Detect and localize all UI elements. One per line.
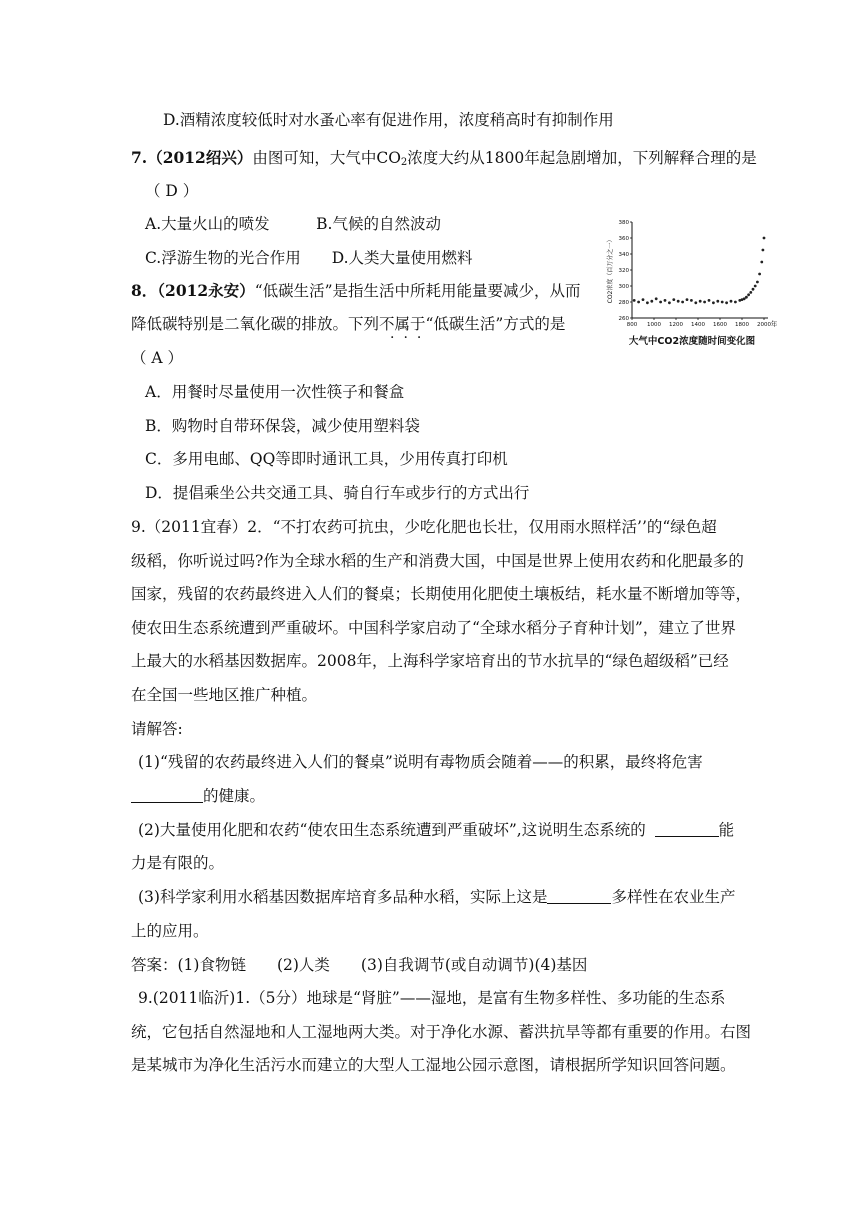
y-tick-label: 340 (618, 252, 629, 258)
question-8-option-a: A．用餐时尽量使用一次性筷子和餐盒 (145, 383, 405, 401)
data-point (758, 273, 761, 276)
data-point (712, 301, 715, 304)
question-9a-line-4: 使农田生态系统遭到严重破坏。中国科学家启动了“全球水稻分子育种计划”，建立了世界 (131, 619, 736, 637)
part-3-body: (3)科学家利用水稻基因数据库培育多品种水稻，实际上这是 (138, 888, 548, 906)
data-point (664, 299, 667, 302)
question-9a-line-3: 国家，残留的农药最终进入人们的餐桌；长期使用化肥使土壤板结，耗水量不断增加等等， (131, 585, 752, 603)
question-7-text-a: 由图可知，大气中CO (252, 149, 401, 167)
question-8-answer: （ A ） (131, 349, 184, 367)
data-point (725, 301, 728, 304)
data-point (699, 300, 702, 303)
data-point (637, 301, 640, 304)
data-point (650, 300, 653, 303)
question-9a-line-1: 9.（2011宜春）2．“不打农药可抗虫，少吃化肥也长壮，仅用雨水照样活’’的“绿色超 (131, 518, 717, 536)
part-2-end: 能 (718, 821, 735, 839)
ask-label: 请解答: (131, 720, 183, 738)
question-7-answer: （ D ） (145, 182, 199, 200)
question-8-option-c: C．多用电邮、QQ等即时通讯工具，少用传真打印机 (145, 450, 508, 468)
part-1-end: 的健康。 (203, 787, 266, 805)
chart-title: 大气中CO2浓度随时间变化图 (628, 336, 756, 347)
question-9b-line-3: 是某城市为净化生活污水而建立的大型人工湿地公园示意图，请根据所学知识回答问题。 (131, 1056, 736, 1074)
y-tick-label: 300 (618, 284, 629, 290)
question-9a-line-6: 在全国一些地区推广种植。 (131, 686, 318, 704)
question-8-option-d: D．提倡乘坐公共交通工具、骑自行车或步行的方式出行 (145, 484, 530, 502)
data-point (747, 293, 750, 296)
question-7-text-b: 浓度大约从1800年起急剧增加，下列解释合理的是 (407, 149, 757, 167)
data-point (756, 281, 759, 284)
data-point (703, 301, 706, 304)
data-point (672, 298, 675, 301)
y-tick-label: 320 (618, 268, 629, 274)
part-2-continued: 力是有限的。 (131, 854, 225, 872)
data-point (668, 301, 671, 304)
part-1-text: (1)“残留的农药最终进入人们的餐桌”说明有毒物质会随着——的积累，最终将危害 (138, 753, 703, 771)
x-tick-label: 1200 (669, 322, 683, 328)
data-point (730, 300, 733, 303)
question-8-number: 8． (131, 281, 158, 300)
data-point (655, 297, 658, 300)
part-2-body: (2)大量使用化肥和农药“使农田生态系统遭到严重破坏”,这说明生态系统的 (138, 821, 646, 839)
data-point (745, 296, 748, 299)
question-7-options-ab: A.大量火山的喷发 B.气候的自然波动 (145, 215, 441, 233)
x-tick-label: 1600 (713, 322, 727, 328)
question-7-source: （2012绍兴） (147, 148, 253, 167)
question-7-number: 7. (131, 148, 148, 167)
data-point (681, 301, 684, 304)
data-point (642, 298, 645, 301)
question-8-line (131, 281, 581, 301)
data-point (646, 301, 649, 304)
emphasis-dots: ··· (390, 330, 431, 346)
x-tick-label: 1000 (647, 322, 661, 328)
data-point (749, 291, 752, 294)
data-point (754, 285, 757, 288)
data-point (708, 299, 711, 302)
answer-blank-3[interactable] (547, 887, 611, 904)
data-point (752, 288, 755, 291)
data-point (760, 261, 763, 264)
part-3-continued: 上的应用。 (131, 922, 209, 940)
y-tick-label: 280 (618, 300, 629, 306)
option-d-line: D.酒精浓度较低时对水蚤心率有促进作用，浓度稍高时有抑制作用 (163, 111, 614, 129)
data-point (694, 301, 697, 304)
x-tick-label: 1400 (691, 322, 705, 328)
answer-blank-2[interactable] (655, 820, 719, 837)
question-7-options-cd: C.浮游生物的光合作用 D.人类大量使用燃料 (145, 249, 473, 267)
question-9b-line-2: 统，它包括自然湿地和人工湿地两大类。对于净化水源、蓄洪抗旱等都有重要的作用。右图 (131, 1023, 752, 1041)
x-tick-label: 800 (626, 322, 638, 328)
y-tick-label: 360 (618, 236, 629, 242)
question-8-text-2: 降低碳特别是二氧化碳的排放。下列不属于“低碳生活”方式的是 (131, 315, 566, 333)
part-1-continued (131, 786, 265, 806)
data-point (686, 298, 689, 301)
data-point (677, 300, 680, 303)
question-8-source: （2012永安） (157, 281, 255, 300)
x-axis-label: 年 (770, 320, 778, 328)
data-point (763, 237, 766, 240)
x-tick-label: 2000 (757, 322, 771, 328)
data-point (633, 299, 636, 302)
question-9a-line-5: 上最大的水稻基因数据库。2008年，上海科学家培育出的节水抗旱的“绿色超级稻”已经 (131, 652, 729, 670)
answer-blank-1[interactable] (131, 786, 203, 803)
co2-subscript: 2 (400, 157, 408, 168)
co2-concentration-chart (596, 214, 778, 350)
part-3-end: 多样性在农业生产 (611, 888, 736, 906)
question-8-text: “低碳生活”是指生活中所耗用能量要减少，从而 (254, 282, 581, 300)
y-axis-label: CO2浓度（百万分之一） (607, 236, 614, 304)
data-point (716, 300, 719, 303)
y-tick-label: 380 (618, 220, 629, 226)
y-tick-label: 260 (618, 316, 629, 322)
answer-line: 答案：(1)食物链 (2)人类 (3)自我调节(或自动调节)(4)基因 (131, 956, 588, 974)
part-3-text (138, 887, 735, 907)
part-2-text (138, 820, 734, 840)
question-7-line (131, 148, 757, 173)
data-point (721, 301, 724, 304)
data-point (762, 249, 765, 252)
data-point (659, 301, 662, 304)
question-9b-line-1: 9.(2011临沂)1.（5分）地球是“肾脏”——湿地，是富有生物多样性、多功能的生态系 (138, 989, 726, 1007)
x-tick-label: 1800 (735, 322, 749, 328)
data-point (734, 301, 737, 304)
question-9a-line-2: 级稻，你听说过吗?作为全球水稻的生产和消费大国，中国是世界上使用农药和化肥最多的 (131, 552, 744, 570)
data-point (690, 299, 693, 302)
question-8-option-b: B．购物时自带环保袋，减少使用塑料袋 (145, 417, 420, 435)
